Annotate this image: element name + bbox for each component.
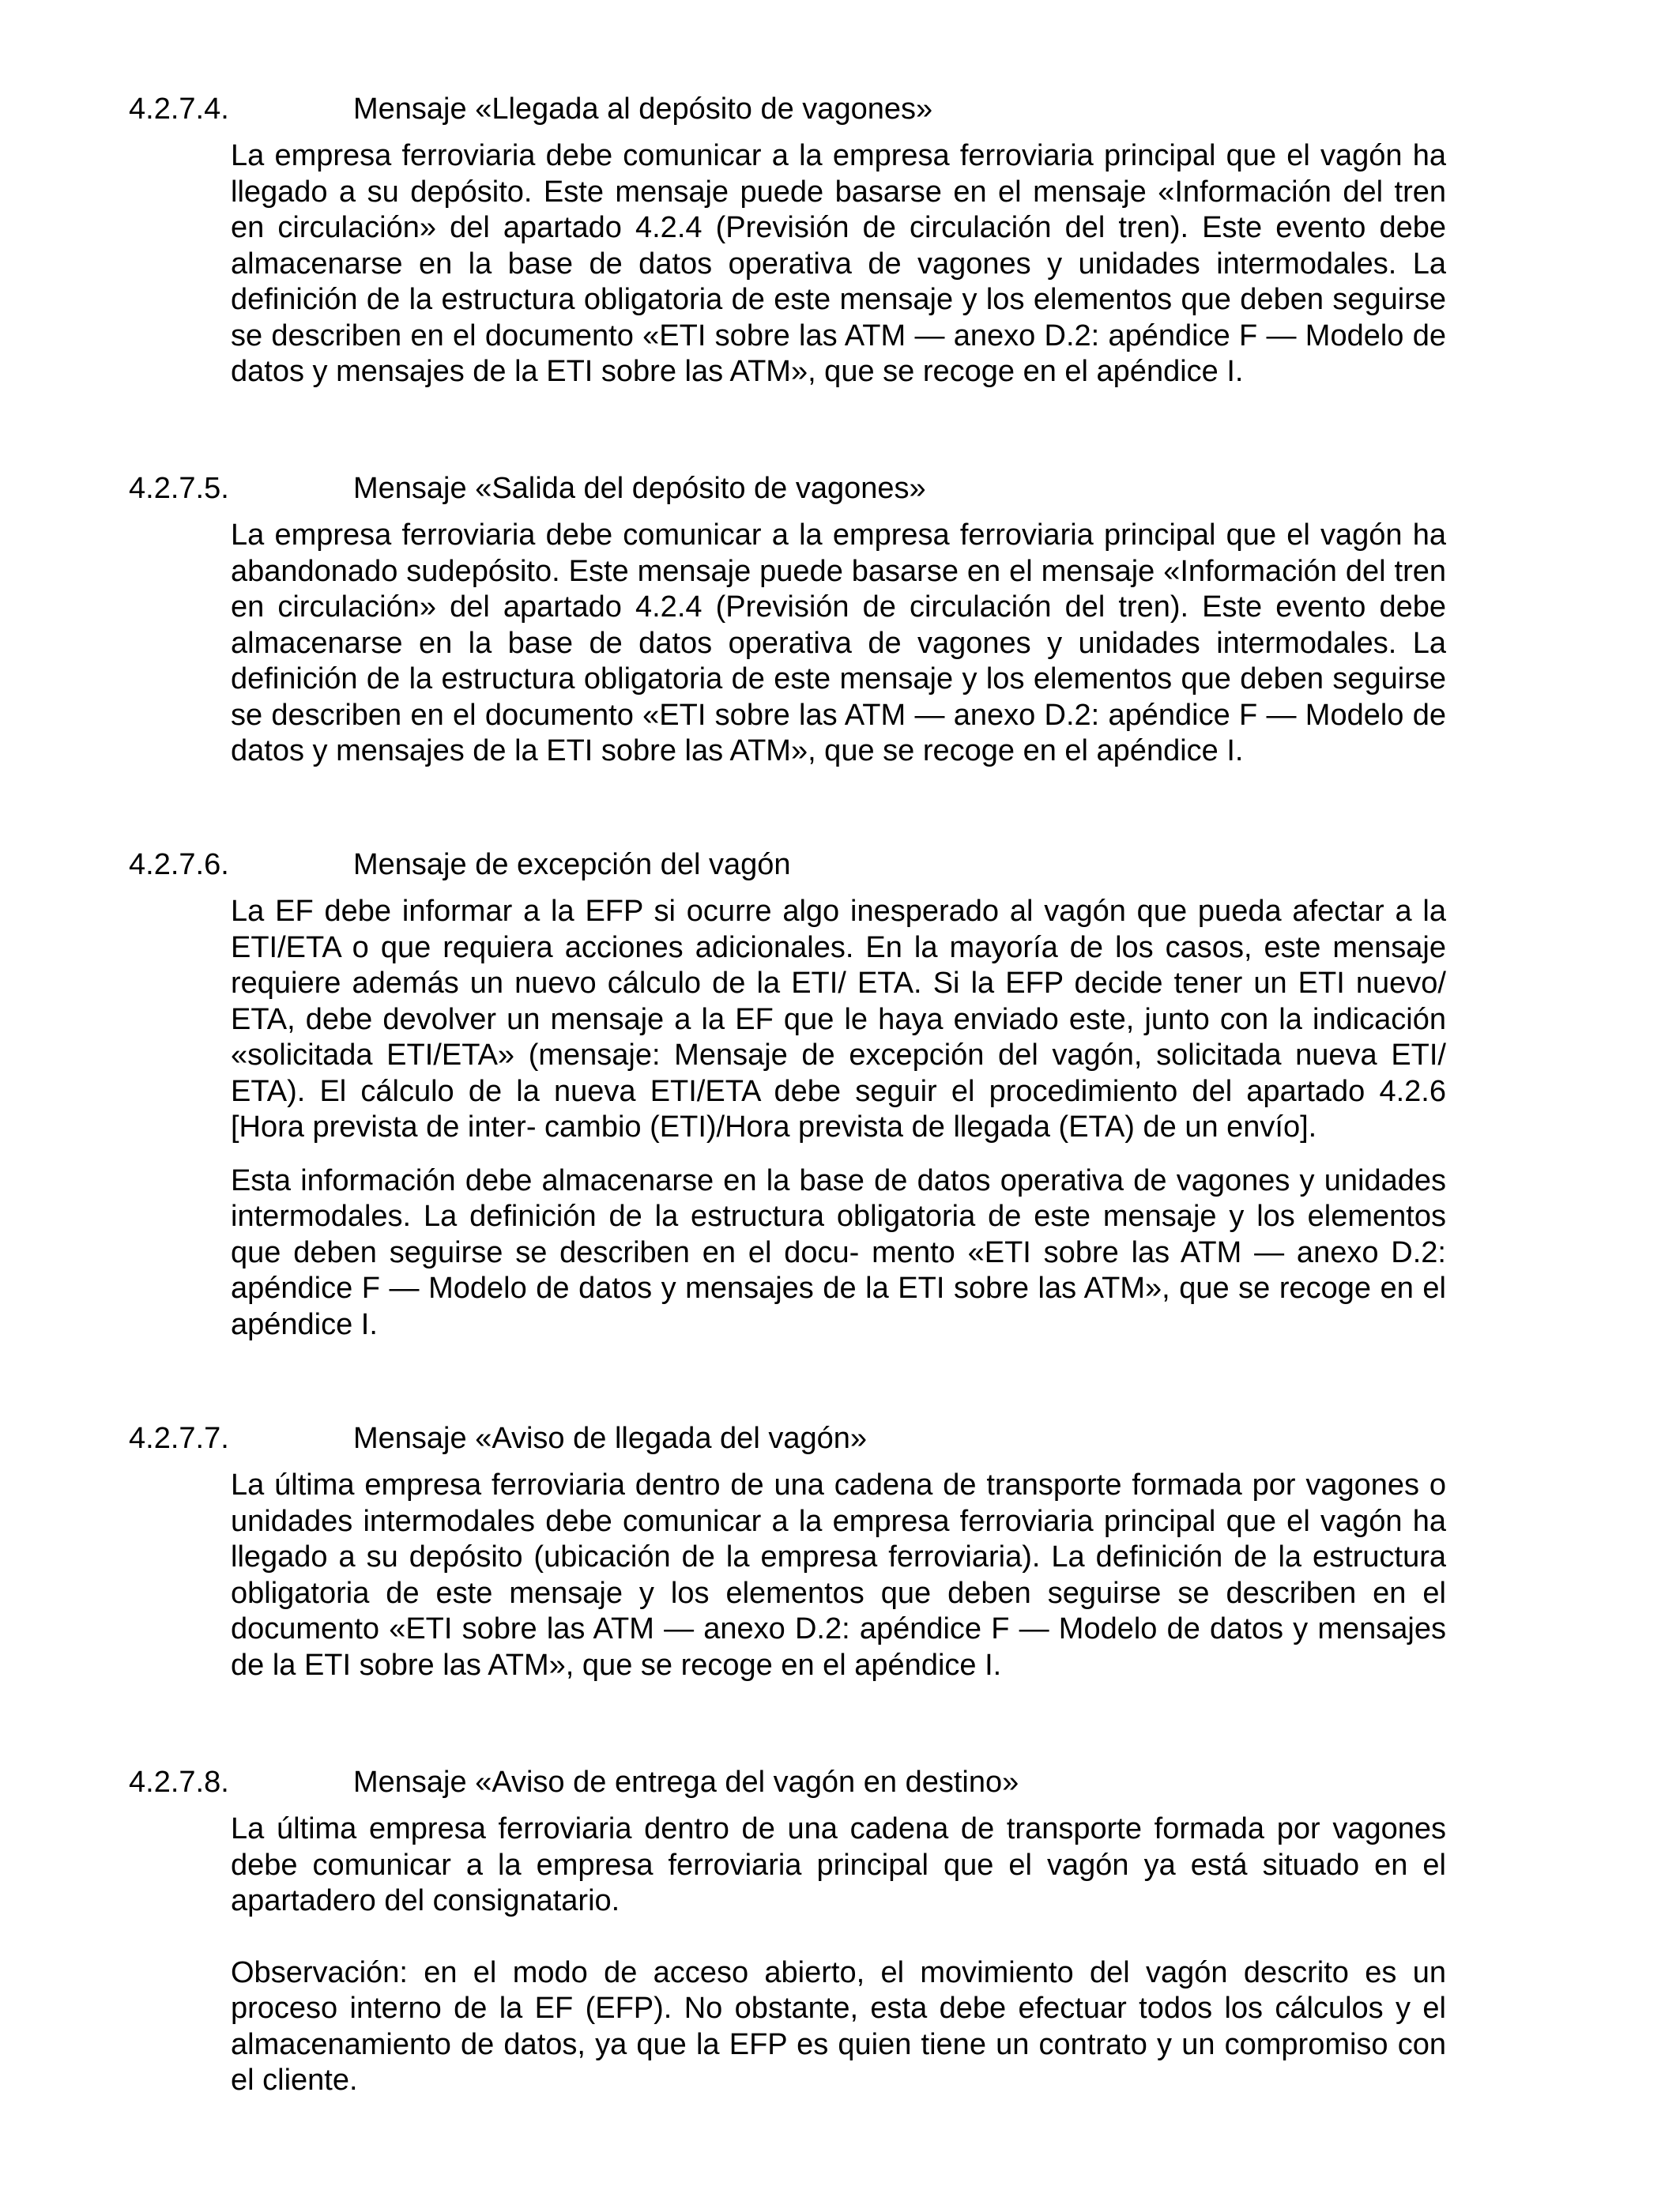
section-heading: [0, 1420, 1680, 1468]
section-heading: [0, 470, 1680, 518]
section-number: 4.2.7.6.: [129, 848, 229, 881]
section-4-2-7-5: [0, 470, 1680, 770]
section-heading: [0, 91, 1680, 138]
section-4-2-7-7: [0, 1420, 1680, 1683]
section-paragraph: La EF debe informar a la EFP si ocurre algo inesperado al vagón que pueda afectar a la ETI/ETA o que requiera acciones adicionales. En la mayoría de los casos, este mensaje requiere además un nuevo cálculo de la ETI/ ETA. Si la EFP decide tener un ETI nuevo/ ETA, debe devolver un mensaje a la EF que le haya enviado este, junto con la indicación «solicitada ETI/ETA» (mensaje: Mensaje de excepción del vagón, solicitada nueva ETI/ ETA). El cálculo de la nueva ETI/ETA debe seguir el procedimiento del apartado 4.2.6 [Hora prevista de inter- cambio (ETI)/Hora prevista de llegada (ETA) de un envío].: [231, 895, 1446, 1144]
section-paragraph: Esta información debe almacenarse en la base de datos operativa de vagones y unidades intermodales. La definición de la estructura obligatoria de este mensaje y los elementos que deben seguirse se describen en el docu- mento «ETI sobre las ATM — anexo D.2: apéndice F — Modelo de datos y mensajes de la ETI sobre las ATM», que se recoge en el apéndice I.: [231, 1163, 1446, 1341]
section-title: Mensaje «Aviso de llegada del vagón»: [353, 1422, 867, 1455]
section-paragraph: La última empresa ferroviaria dentro de una cadena de transporte formada por vagones debe comunicar a la empresa ferroviaria principal que el vagón ya está situado en el apartadero del consignatario.: [231, 1812, 1446, 1917]
section-paragraph: Observación: en el modo de acceso abierto, el movimiento del vagón descrito es un proceso interno de la EF (EFP). No obstante, esta debe efectuar todos los cálculos y el almacenamiento de datos, ya que la EFP es quien tiene un contrato y un compromiso con el cliente.: [231, 1955, 1446, 2097]
section-paragraph: La empresa ferroviaria debe comunicar a la empresa ferroviaria principal que el vagón ha llegado a su depósito. Este mensaje puede basarse en el mensaje «Información del tren en circulación» del apartado 4.2.4 (Previsión de circulación del tren). Este evento debe almacenarse en la base de datos operativa de vagones y unidades intermodales. La definición de la estructura obligatoria de este mensaje y los elementos que deben seguirse se describen en el documento «ETI sobre las ATM — anexo D.2: apéndice F — Modelo de datos y mensajes de la ETI sobre las ATM», que se recoge en el apéndice I.: [231, 139, 1446, 388]
section-number: 4.2.7.4.: [129, 92, 229, 126]
section-title: Mensaje «Aviso de entrega del vagón en destino»: [353, 1766, 1019, 1799]
section-title: Mensaje «Llegada al depósito de vagones»: [353, 92, 933, 126]
section-number: 4.2.7.5.: [129, 472, 229, 505]
section-paragraph: La última empresa ferroviaria dentro de una cadena de transporte formada por vagones o unidades intermodales debe comunicar a la empresa ferroviaria principal que el vagón ha llegado a su depósito (ubicación de la empresa ferroviaria). La definición de la estructura obligatoria de este mensaje y los elementos que deben seguirse se describen en el documento «ETI sobre las ATM — anexo D.2: apéndice F — Modelo de datos y mensajes de la ETI sobre las ATM», que se recoge en el apéndice I.: [231, 1468, 1446, 1682]
section-title: Mensaje de excepción del vagón: [353, 848, 791, 881]
section-title: Mensaje «Salida del depósito de vagones»: [353, 472, 926, 505]
section-4-2-7-6: [0, 846, 1680, 1343]
section-number: 4.2.7.8.: [129, 1766, 229, 1799]
section-paragraph: La empresa ferroviaria debe comunicar a la empresa ferroviaria principal que el vagón ha abandonado sudepósito. Este mensaje puede basarse en el mensaje «Información del tren en circulación» del apartado 4.2.4 (Previsión de circulación del tren). Este evento debe almacenarse en la base de datos operativa de vagones y unidades intermodales. La definición de la estructura obligatoria de este mensaje y los elementos que deben seguirse se describen en el documento «ETI sobre las ATM — anexo D.2: apéndice F — Modelo de datos y mensajes de la ETI sobre las ATM», que se recoge en el apéndice I.: [231, 518, 1446, 767]
section-heading: [0, 1764, 1680, 1811]
section-number: 4.2.7.7.: [129, 1422, 229, 1455]
section-heading: [0, 846, 1680, 894]
section-4-2-7-4: [0, 91, 1680, 390]
section-4-2-7-8: [0, 1764, 1680, 2099]
